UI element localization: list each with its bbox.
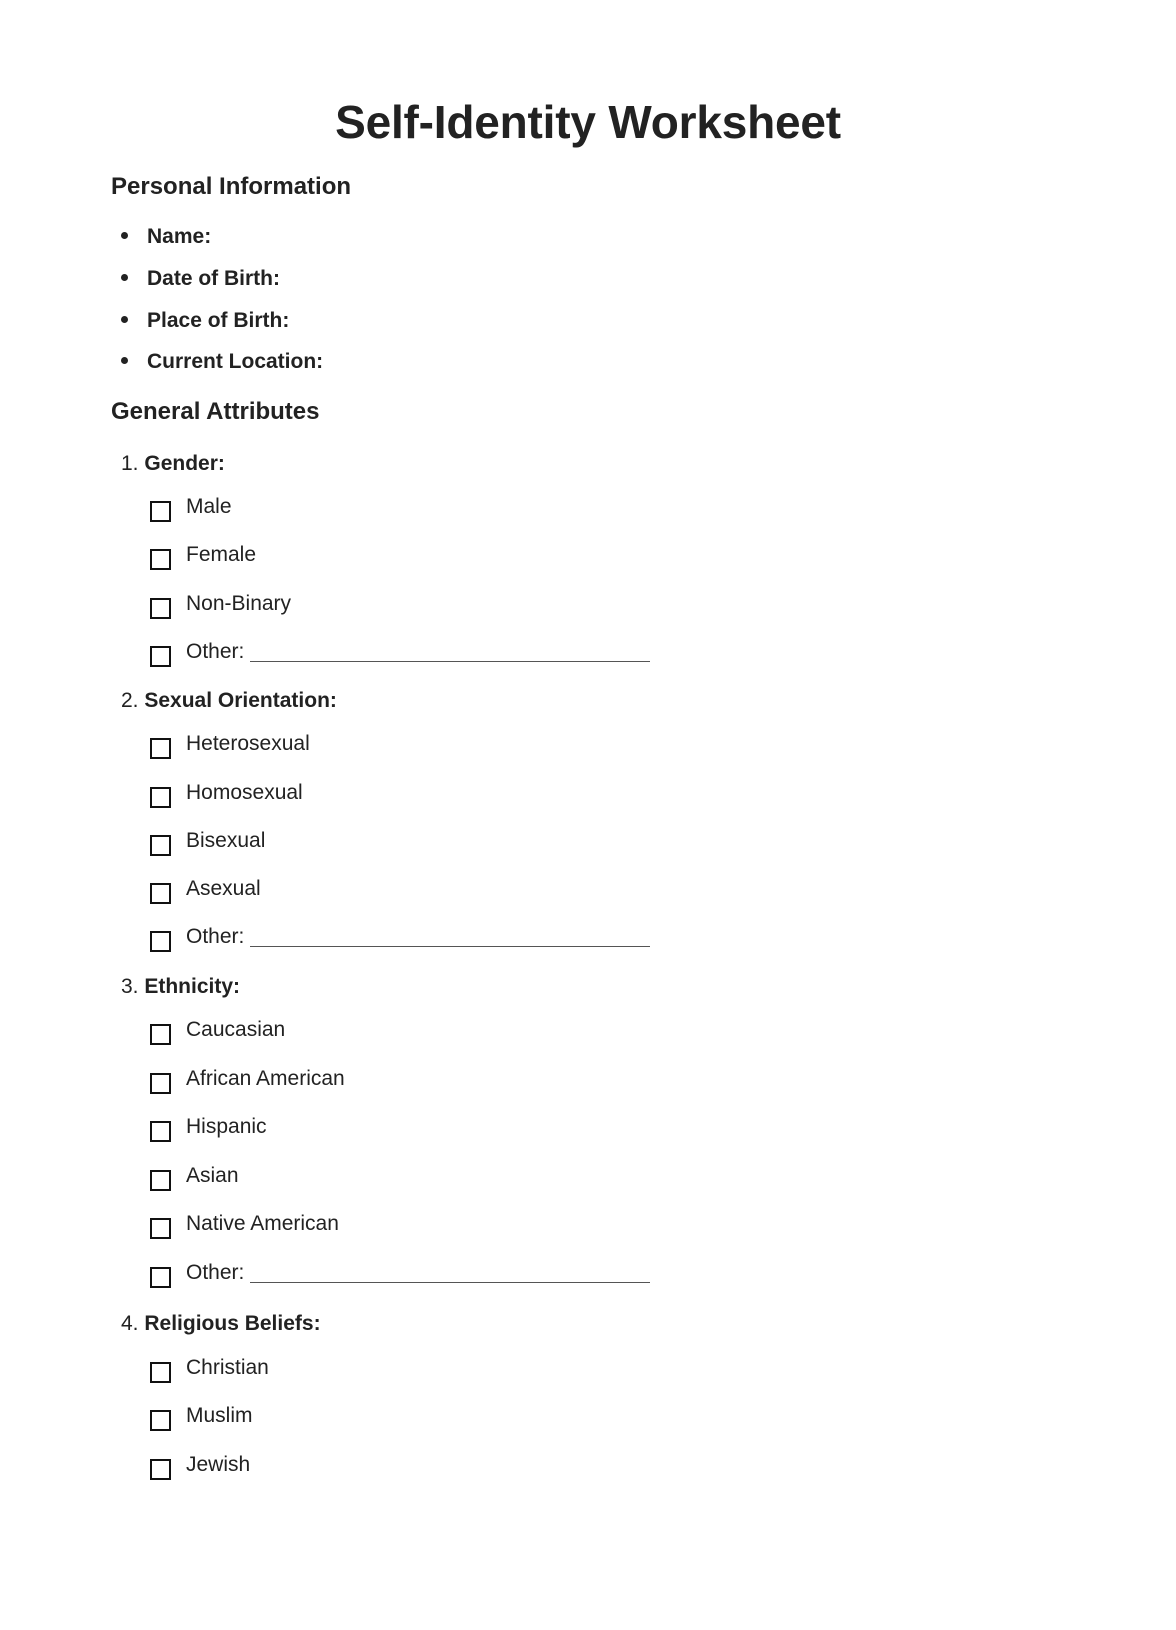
field-current-location <box>121 349 323 375</box>
option-label: Non-Binary <box>186 592 292 615</box>
option-label: Bisexual <box>186 829 266 852</box>
question-ethnicity <box>121 974 240 1000</box>
checkbox-icon[interactable] <box>150 1218 171 1239</box>
option-label: Native American <box>186 1212 339 1235</box>
question-label: Ethnicity: <box>144 975 241 998</box>
field-name <box>121 224 211 250</box>
option-label: Asexual <box>186 877 261 900</box>
option-label: Other: <box>186 925 245 948</box>
checkbox-icon[interactable] <box>150 1024 171 1045</box>
checkbox-icon[interactable] <box>150 883 171 904</box>
option-female[interactable] <box>150 542 256 568</box>
checkbox-icon[interactable] <box>150 1267 171 1288</box>
checkbox-icon[interactable] <box>150 1170 171 1191</box>
option-label: Caucasian <box>186 1018 286 1041</box>
checkbox-icon[interactable] <box>150 501 171 522</box>
checkbox-icon[interactable] <box>150 738 171 759</box>
question-number: 3. <box>121 975 139 998</box>
checkbox-icon[interactable] <box>150 646 171 667</box>
option-label: Christian <box>186 1356 269 1379</box>
option-homosexual[interactable] <box>150 780 303 806</box>
option-label: Asian <box>186 1164 239 1187</box>
checkbox-icon[interactable] <box>150 1459 171 1480</box>
option-caucasian[interactable] <box>150 1017 285 1043</box>
checkbox-icon[interactable] <box>150 549 171 570</box>
question-label: Religious Beliefs: <box>144 1312 321 1335</box>
option-label: Heterosexual <box>186 732 310 755</box>
field-place-of-birth <box>121 308 289 334</box>
other-blank-line[interactable] <box>250 1260 650 1283</box>
option-other-gender[interactable] <box>150 639 650 665</box>
option-christian[interactable] <box>150 1355 269 1381</box>
other-blank-line[interactable] <box>250 639 650 662</box>
section-heading-general-attributes: General Attributes <box>111 398 320 425</box>
section-heading-personal-information: Personal Information <box>111 173 352 200</box>
option-jewish[interactable] <box>150 1452 250 1478</box>
option-other-orientation[interactable] <box>150 924 650 950</box>
question-label: Sexual Orientation: <box>144 689 337 712</box>
option-asexual[interactable] <box>150 876 261 902</box>
checkbox-icon[interactable] <box>150 1362 171 1383</box>
field-label: Place of Birth: <box>147 309 290 332</box>
page-title: Self-Identity Worksheet <box>335 96 841 148</box>
option-native-american[interactable] <box>150 1211 339 1237</box>
option-heterosexual[interactable] <box>150 731 310 757</box>
option-label: Hispanic <box>186 1115 267 1138</box>
option-non-binary[interactable] <box>150 591 291 617</box>
bullet-icon <box>121 274 128 281</box>
option-hispanic[interactable] <box>150 1114 267 1140</box>
field-date-of-birth <box>121 266 280 292</box>
bullet-icon <box>121 232 128 239</box>
question-gender <box>121 451 225 477</box>
question-number: 2. <box>121 689 139 712</box>
bullet-icon <box>121 316 128 323</box>
option-label: Other: <box>186 1261 245 1284</box>
checkbox-icon[interactable] <box>150 787 171 808</box>
option-label: Jewish <box>186 1453 251 1476</box>
option-label: Female <box>186 543 257 566</box>
option-label: Muslim <box>186 1404 253 1427</box>
checkbox-icon[interactable] <box>150 835 171 856</box>
option-label: Other: <box>186 640 245 663</box>
checkbox-icon[interactable] <box>150 598 171 619</box>
question-sexual-orientation <box>121 688 337 714</box>
question-label: Gender: <box>144 452 225 475</box>
other-blank-line[interactable] <box>250 924 650 947</box>
checkbox-icon[interactable] <box>150 931 171 952</box>
option-other-ethnicity[interactable] <box>150 1260 650 1286</box>
checkbox-icon[interactable] <box>150 1121 171 1142</box>
option-asian[interactable] <box>150 1163 239 1189</box>
option-african-american[interactable] <box>150 1066 345 1092</box>
option-label: African American <box>186 1067 345 1090</box>
field-label: Name: <box>147 225 212 248</box>
option-bisexual[interactable] <box>150 828 265 854</box>
field-label: Current Location: <box>147 350 324 373</box>
field-label: Date of Birth: <box>147 267 280 290</box>
checkbox-icon[interactable] <box>150 1410 171 1431</box>
option-label: Homosexual <box>186 781 303 804</box>
question-religious-beliefs <box>121 1311 321 1337</box>
option-male[interactable] <box>150 494 232 520</box>
bullet-icon <box>121 357 128 364</box>
question-number: 4. <box>121 1312 139 1335</box>
option-label: Male <box>186 495 232 518</box>
option-muslim[interactable] <box>150 1403 253 1429</box>
question-number: 1. <box>121 452 139 475</box>
checkbox-icon[interactable] <box>150 1073 171 1094</box>
